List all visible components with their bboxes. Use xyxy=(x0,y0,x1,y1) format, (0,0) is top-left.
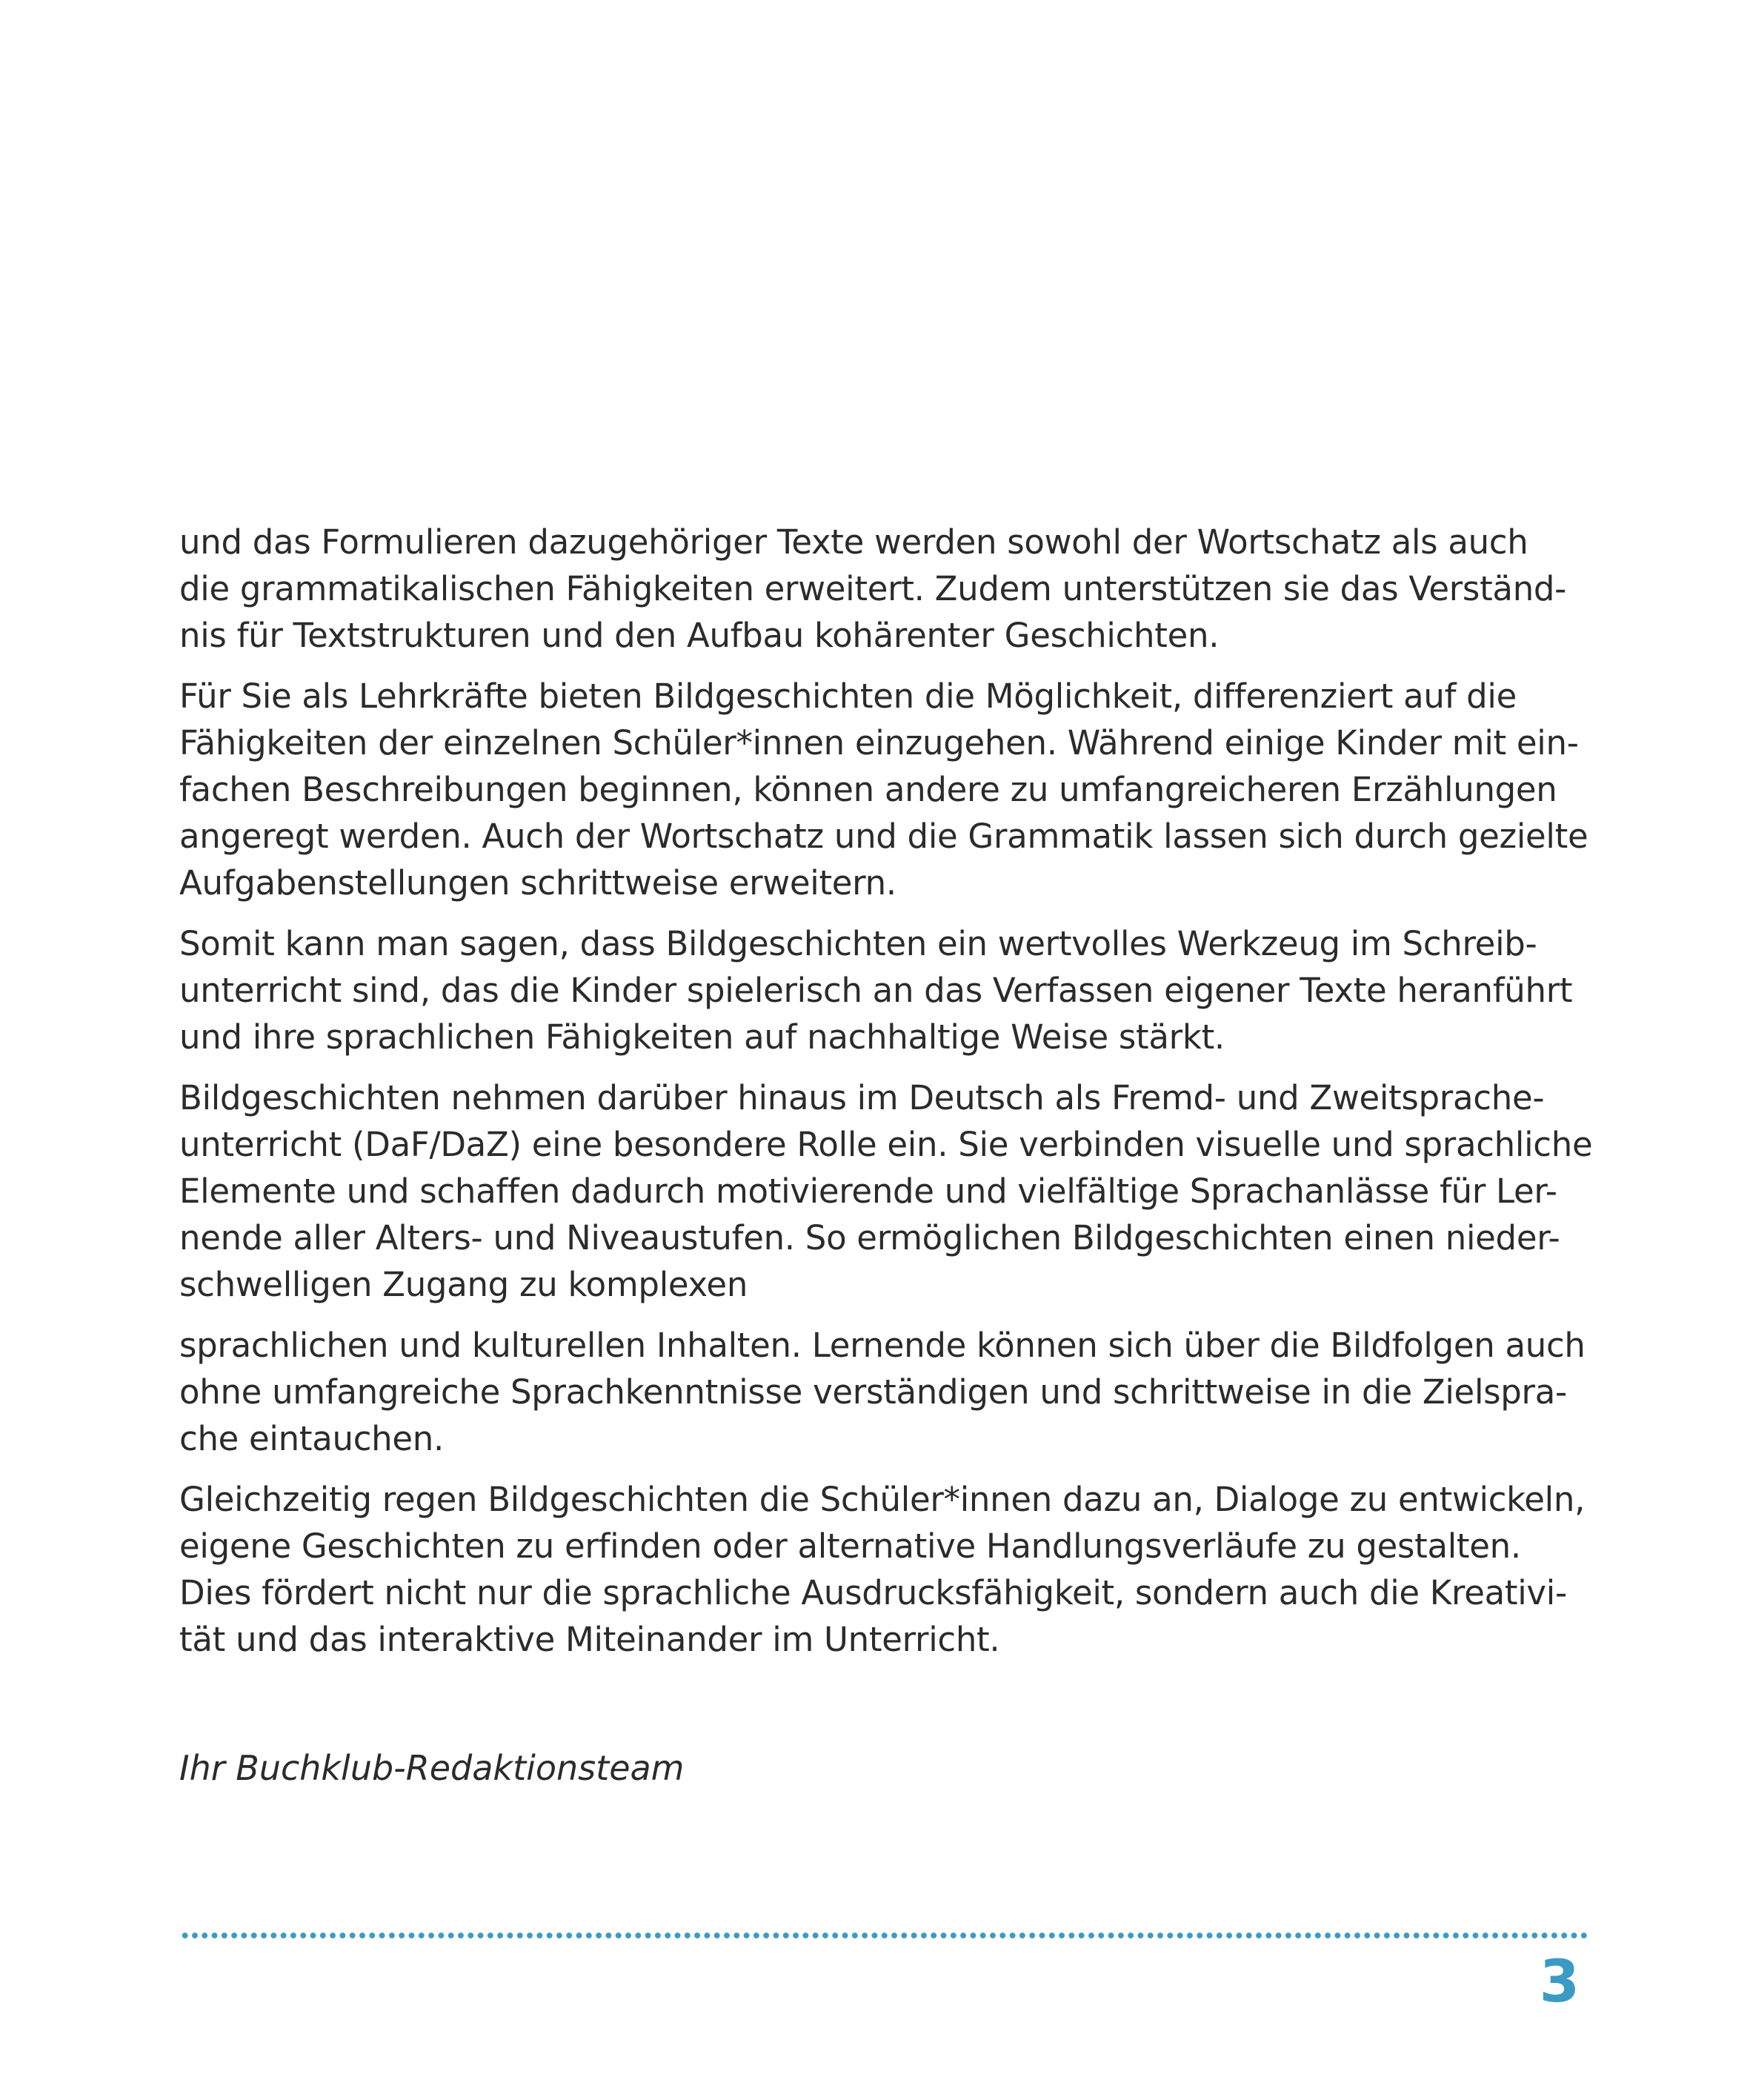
page-number: 3 xyxy=(1539,1949,1580,2016)
text-line: fachen Beschreibungen beginnen, können andere zu umfangreicheren Erzählungen xyxy=(179,770,1557,809)
text-line: Gleichzeitig regen Bildgeschichten die Schüler*innen dazu an, Dialoge zu entwickeln, xyxy=(179,1480,1586,1519)
text-line: Somit kann man sagen, dass Bildgeschichten ein wertvolles Werkzeug im Schreib- xyxy=(179,924,1537,963)
text-line: Für Sie als Lehrkräfte bieten Bildgeschichten die Möglichkeit, differenziert auf die xyxy=(179,677,1517,716)
text-line: die grammatikalischen Fähigkeiten erweitert. Zudem unterstützen sie das Verständ- xyxy=(179,569,1567,608)
text-line: Dies fördert nicht nur die sprachliche Ausdrucksfähigkeit, sondern auch die Kreativi- xyxy=(179,1573,1567,1612)
dotted-divider xyxy=(180,1933,1588,1938)
text-line: und ihre sprachlichen Fähigkeiten auf nachhaltige Weise stärkt. xyxy=(179,1017,1225,1057)
text-line: schwelligen Zugang zu komplexen xyxy=(179,1265,748,1304)
paragraph xyxy=(179,920,1602,1060)
text-line: ohne umfangreiche Sprachkenntnisse verständigen und schrittweise in die Zielspra- xyxy=(179,1372,1567,1412)
text-line: nende aller Alters- und Niveaustufen. So ermöglichen Bildgeschichten einen nieder- xyxy=(179,1218,1560,1257)
text-line: und das Formulieren dazugehöriger Texte werden sowohl der Wortschatz als auch xyxy=(179,522,1528,562)
text-line: Aufgabenstellungen schrittweise erweitern. xyxy=(179,863,896,903)
paragraph xyxy=(179,673,1602,906)
paragraph xyxy=(179,1476,1602,1663)
paragraph xyxy=(179,1074,1602,1308)
text-line: unterricht sind, das die Kinder spielerisch an das Verfassen eigener Texte heranführt xyxy=(179,971,1573,1010)
text-line: sprachlichen und kulturellen Inhalten. Lernende können sich über die Bildfolgen auch xyxy=(179,1326,1586,1365)
text-line: Bildgeschichten nehmen darüber hinaus im Deutsch als Fremd- und Zweitsprache- xyxy=(179,1078,1545,1117)
text-line: angeregt werden. Auch der Wortschatz und die Grammatik lassen sich durch gezielte xyxy=(179,817,1588,856)
text-line: nis für Textstrukturen und den Aufbau kohärenter Geschichten. xyxy=(179,616,1220,655)
text-line: eigene Geschichten zu erfinden oder alternative Handlungsverläufe zu gestalten. xyxy=(179,1526,1521,1566)
text-line: Elemente und schaffen dadurch motivierende und vielfältige Sprachanlässe für Ler- xyxy=(179,1172,1557,1211)
paragraph xyxy=(179,1322,1602,1462)
paragraph xyxy=(179,519,1602,659)
signature: Ihr Buchklub-Redaktionsteam xyxy=(179,1748,685,1788)
body-text xyxy=(179,519,1602,1677)
text-line: unterricht (DaF/DaZ) eine besondere Rolle ein. Sie verbinden visuelle und sprachliche xyxy=(179,1125,1593,1164)
text-line: che eintauchen. xyxy=(179,1419,444,1458)
text-line: Fähigkeiten der einzelnen Schüler*innen einzugehen. Während einige Kinder mit ein- xyxy=(179,723,1579,762)
text-line: tät und das interaktive Miteinander im Unterricht. xyxy=(179,1620,1000,1659)
